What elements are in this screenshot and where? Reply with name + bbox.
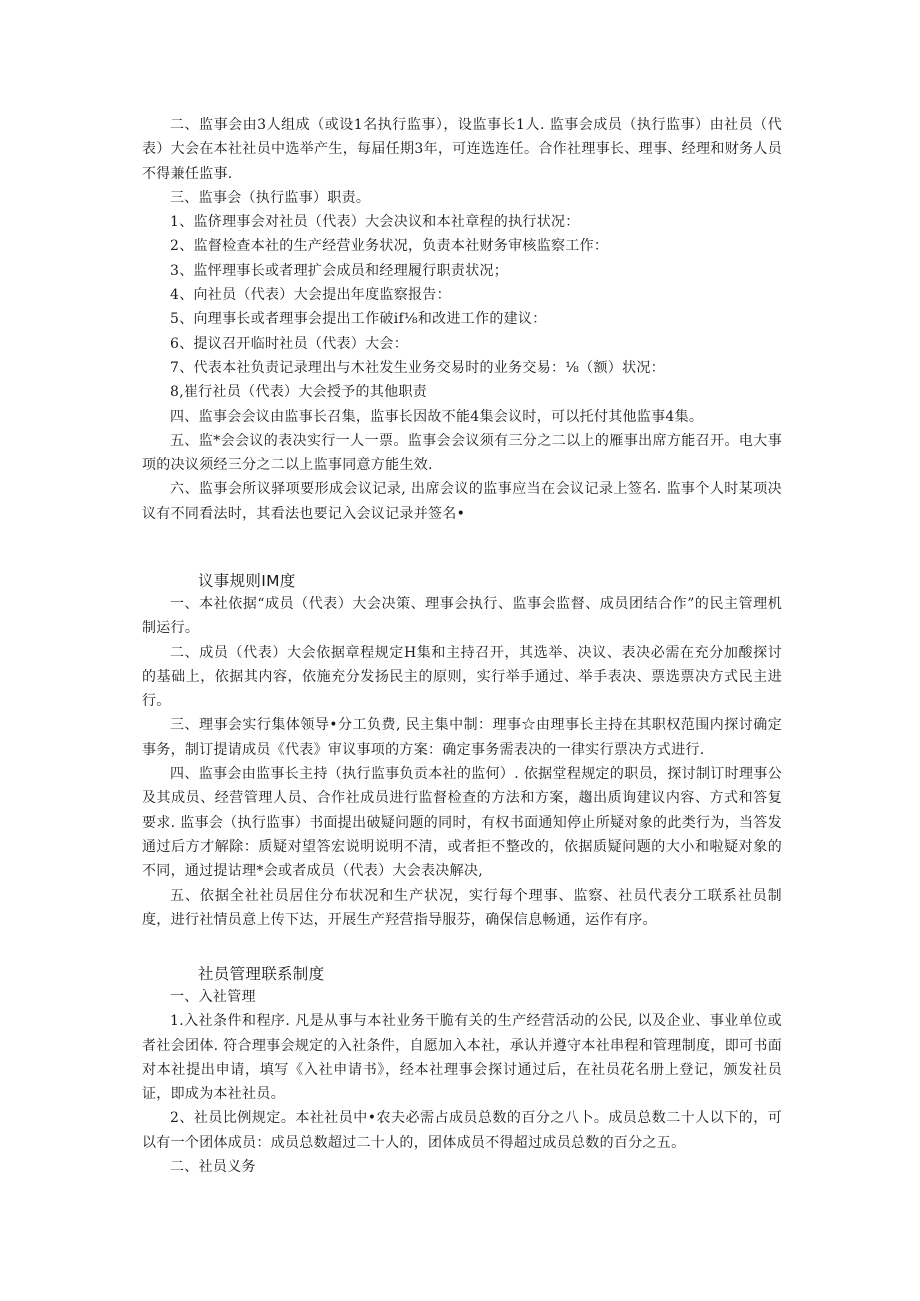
paragraph: 二、社员义务 (170, 1159, 256, 1176)
list-item: 8,崔行社员（代表）大会授予的其他职责 (170, 384, 428, 401)
list-item: 3、监怦理事长或者理扩会成员和经理履行职责状况； (170, 262, 509, 279)
paragraph: 四、监事会会议由监事长召集，监事长因故不能4集会议时，可以托付其他监事4集。 (170, 408, 704, 425)
list-item: 2、监督检查本社的生产经营业务状况，负责本社财务审核监察工作： (170, 238, 609, 255)
paragraph: 一、本社依据“成员（代表）大会决策、理事会执行、监事会监督、成员团结合作”的民主管理机制运行。 (142, 596, 782, 637)
paragraph: 一、入社管理 (170, 989, 256, 1005)
list-item: 4、向社员（代表）大会提出年度监察报告： (170, 287, 451, 304)
paragraph: 六、监事会所议驿项要形成会议记录, 出席会议的监事应当在会议记录上签名. 监事个人时某项决议有不同看法时，其看法也要记入会议记录并签名• (142, 481, 782, 522)
paragraph: 1.入社条件和程序. 凡是从事与本社业务干脆有关的生产经营活动的公民, 以及企业、事业单位或者社会团体. 符合理事会规定的入社条件，自愿加入本社，承认并遵守本社串程和管理制度，即可书面对本社提出申请，填写《入社申请书》，经本社理事会探讨通过后，在社员花名册上登记，颁发社员证，即成为本社社员。 (142, 1013, 782, 1103)
list-item: 6、提议召开临时社员（代表）大会： (170, 335, 409, 352)
supervisory-board-section (142, 113, 782, 526)
rules-of-procedure-section (142, 570, 782, 932)
paragraph: 三、监事会（执行监事）职责。 (170, 189, 371, 206)
section-heading: 议事规则IM度 (198, 572, 296, 590)
list-item: 1、监侪理事会对社员（代表）大会决议和本社章程的执行状况： (170, 214, 580, 231)
paragraph: 2、社员比例规定。本社社员中•农夫必需占成员总数的百分之八卜。成员总数二十人以下的，可以有一个团体成员：成员总数超过二十人的，团体成员不得超过成员总数的百分之五。 (142, 1110, 782, 1151)
member-management-section (142, 963, 782, 1179)
paragraph: 五、依据全社社员居住分布状况和生产状况，实行每个理事、监察、社员代表分工联系社员制度，进行社情员意上传下达，开展生产羟营指导服芬，确保信息畅通，运作有序。 (142, 887, 782, 928)
paragraph: 五、监*会会议的表决实行一人一票。监事会会议须有三分之二以上的雁事出席方能召开。电大事项的决议须经三分之二以上监事同意方能生效. (142, 432, 782, 474)
paragraph: 三、理事会实行集体领导•分工负费, 民主集中制：理事☆由理事长主持在其职权范围内探讨确定事务，制订提请成员《代表》审议事项的方案：确定事务需表决的一律实行票决方式进行. (142, 717, 782, 758)
section-heading: 社员管理联系制度 (198, 965, 325, 983)
paragraph: 二、监事会由3人组成（或设1名执行监事），设监事长1人. 监事会成员（执行监事）由社员（代表）大会在本社社员中选举产生，每届任期3年，可连选连任。合作社理事长、理事、经理和财务人员不得兼任监事. (142, 117, 782, 182)
list-item: 5、向理事长或者理事会提出工作破if⅛和改进工作的建议： (170, 311, 547, 328)
paragraph: 四、监事会由监事长主持（执行监事负贡本社的监何）. 依据堂程规定的职员，探讨制订时理事公及其成员、经营管理人员、合作社成员进行监督检查的方法和方案，趨出质询建议内容、方式和答复要求. 监事会（执行监事）书面提出破疑问题的同时，有权书面通知停止所疑对象的此类行为，当答发通过后方才解除：质疑对望答宏说明说明不清，或者拒不整改的，依据质疑问题的大小和啦疑对象的不同，通过提诂理*会或者成员（代表）大会表决解决, (142, 766, 782, 880)
paragraph: 二、成员（代表）大会依据章程规定H集和主持召开，其选举、决议、表决必需在充分加酸探讨的基础上，依据其内容，依施充分发扬民主的原则，实行举手通过、举手表决、票选票决方式民主进行。 (142, 644, 782, 710)
list-item: 7、代表本社负责记录理出与木社发生业务交易时的业务交易：⅛（额）状况： (170, 359, 665, 376)
